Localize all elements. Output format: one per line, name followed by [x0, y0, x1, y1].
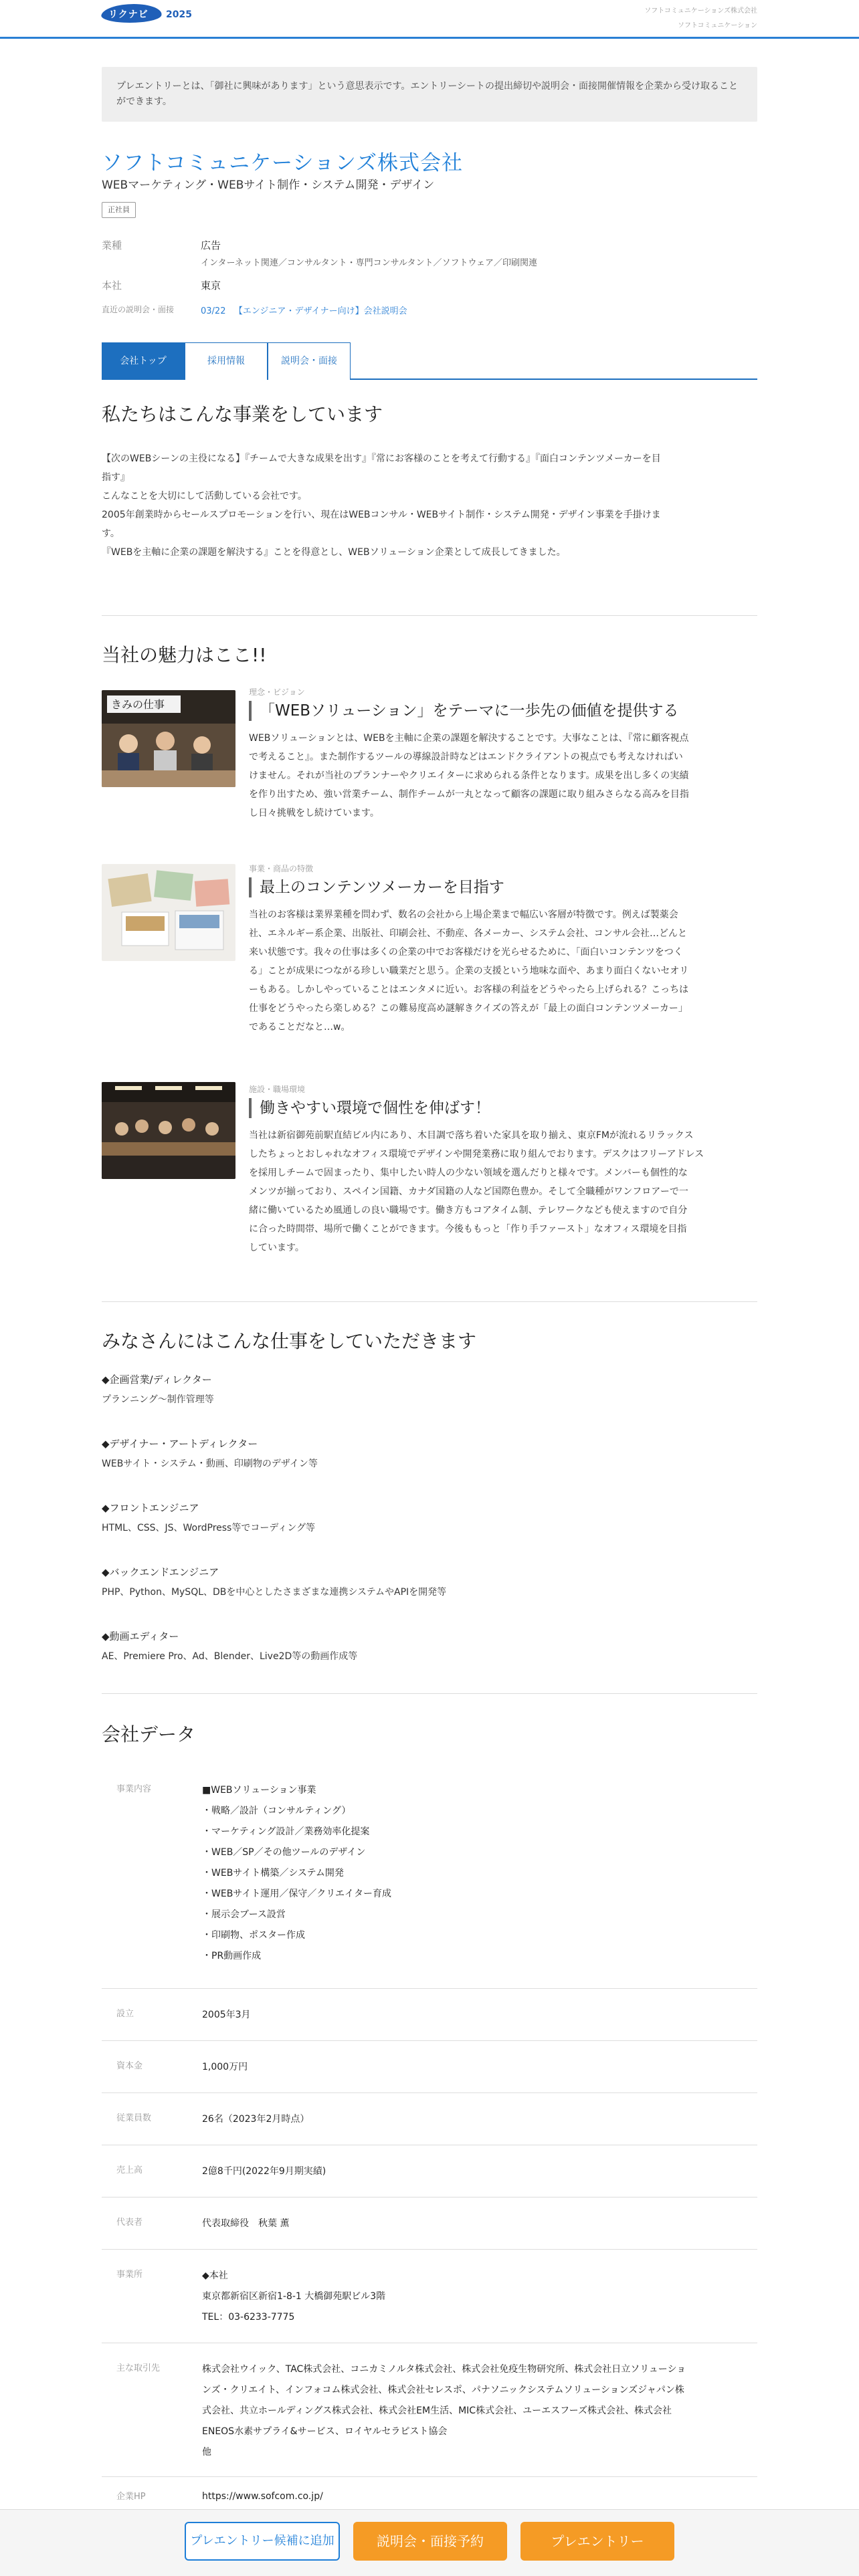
- industry-sub: インターネット関連／コンサルタント・専門コンサルタント／ソフトウェア／印刷関連: [201, 258, 537, 268]
- logo-year: 2025: [166, 9, 192, 20]
- jobs-title: みなさんにはこんな仕事をしていただきます: [102, 1330, 477, 1352]
- appeal-line: であることだなと…w。: [249, 1022, 351, 1033]
- appeal-line: 来い状態です。我々の仕事は多くの企業の中でお客様だけを光らせるために、「面白いコンテンツをつく: [249, 947, 683, 958]
- data-row-sales: [102, 2145, 757, 2197]
- event-title: 【エンジニア・デザイナー向け】会社説明会: [233, 306, 407, 316]
- data-line: ・WEBサイト構築／システム開発: [202, 1868, 344, 1879]
- company-website-link[interactable]: https://www.sofcom.co.jp/: [202, 2491, 323, 2502]
- section-divider: [102, 1301, 757, 1302]
- header-link-short[interactable]: ソフトコミュニケーション: [678, 22, 757, 29]
- products-photo-graphic: [102, 864, 235, 961]
- data-line: 2005年3月: [202, 2010, 251, 2020]
- job-desc: WEBサイト・システム・動画、印刷物のデザイン等: [102, 1459, 318, 1469]
- event-link[interactable]: [201, 304, 407, 316]
- data-line: ■WEBソリューション事業: [202, 1785, 316, 1796]
- appeal-heading: 「WEBソリューション」をテーマに一歩先の価値を提供する: [249, 701, 678, 721]
- data-value: [202, 1780, 744, 1967]
- employment-type-badge: 正社員: [102, 202, 136, 218]
- appeal-line: 当社は新宿御苑前駅直結ビル内にあり、木目調で落ち着いた家具を取り揃え、東京FMが流れるリラックス: [249, 1130, 694, 1141]
- section-divider: [102, 615, 757, 616]
- site-header: [0, 0, 859, 39]
- data-line: TEL：03-6233-7775: [202, 2312, 295, 2323]
- data-row-representative: [102, 2197, 757, 2250]
- data-line: ・WEBサイト運用／保守／クリエイター育成: [202, 1889, 392, 1899]
- appeal-line: し日々挑戦をし続けています。: [249, 808, 379, 819]
- appeal-title: 当社の魅力はここ!!: [102, 644, 267, 666]
- data-line: ・WEB／SP／その他ツールのデザイン: [202, 1847, 366, 1858]
- data-line: 2億8千円(2022年9月期実績): [202, 2166, 326, 2177]
- appeal-line: を作り出すため、強い営業チーム、制作チームが一丸となって顧客の課題に取り組みさらなる高みを目指: [249, 789, 689, 800]
- data-label: 主な取引先: [116, 2363, 161, 2373]
- team-photo-graphic: [102, 690, 235, 787]
- data-label: 従業員数: [116, 2113, 152, 2123]
- event-label: 直近の説明会・面接: [102, 305, 175, 314]
- business-text: [102, 449, 757, 562]
- data-row-office: [102, 2250, 757, 2343]
- job-desc: HTML、CSS、JS、WordPress等でコーディング等: [102, 1523, 315, 1533]
- data-row-business: [102, 1764, 757, 1989]
- data-line: ◆本社: [202, 2270, 228, 2281]
- section-divider: [102, 1693, 757, 1694]
- logo-text: リクナビ: [108, 9, 149, 20]
- appeal-heading: 働きやすい環境で個性を伸ばす！: [249, 1098, 490, 1118]
- job-desc: AE、Premiere Pro、Ad、Blender、Live2D等の動画作成等: [102, 1651, 358, 1662]
- data-value: [202, 2266, 744, 2328]
- data-line: 26名（2023年2月時点）: [202, 2114, 310, 2125]
- data-line: 式会社、共立ホールディングス株式会社、株式会社EM生活、MIC株式会社、ユーエスフーズ株式会社、株式会社: [202, 2405, 672, 2416]
- data-label: 企業HP: [116, 2492, 146, 2502]
- pre-entry-notice: プレエントリーとは、「御社に興味があります」という意思表示です。エントリーシートの提出締切や説明会・面接開催情報を企業から受け取ることができます。: [102, 67, 757, 122]
- appeal-line: メンツが揃っており、スペイン国籍、カナダ国籍の人など国際色豊か。そして全職種がワンフロアーで一: [249, 1186, 688, 1197]
- business-line: こんなことを大切にして活動している会社です。: [102, 491, 307, 502]
- data-row-capital: [102, 2041, 757, 2093]
- job-desc: プランニング〜制作管理等: [102, 1394, 214, 1405]
- data-value: [202, 2057, 744, 2078]
- business-line: 【次のWEBシーンの主役になる】『チームで大きな成果を出す』『常にお客様のことを考えて行動する』『面白コンテンツメーカーを目: [102, 453, 661, 464]
- tab-seminar[interactable]: 説明会・面接: [268, 342, 351, 380]
- appeal-category: 事業・商品の特徴: [249, 864, 314, 873]
- appeal-photo-products: [102, 864, 235, 961]
- appeal-category: 理念・ビジョン: [249, 687, 305, 697]
- data-line: 代表取締役 秋葉 薫: [202, 2218, 290, 2229]
- business-title: 私たちはこんな事業をしています: [102, 403, 383, 425]
- data-row-website: [102, 2477, 757, 2509]
- appeal-body: [249, 905, 757, 1037]
- hq-label: 本社: [102, 280, 122, 292]
- job-title: ◆企画営業/ディレクター: [102, 1374, 212, 1386]
- hq-value: 東京: [201, 280, 221, 292]
- appeal-photo-office: [102, 1082, 235, 1179]
- data-line: ・印刷物、ポスター作成: [202, 1930, 305, 1941]
- appeal-line: に合った時間帯、場所で働くことができます。今後ももっと「作り手ファースト」なオフィス環境を目指: [249, 1224, 687, 1235]
- job-desc: PHP、Python、MySQL、DBを中心としたさまざまな連携システムやAPIを開発等: [102, 1587, 447, 1598]
- data-value: [202, 2109, 744, 2130]
- job-title: ◆動画エディター: [102, 1630, 179, 1642]
- reserve-seminar-button[interactable]: 説明会・面接予約: [353, 2522, 507, 2561]
- business-line: 2005年創業時からセールスプロモーションを行い、現在はWEBコンサル・WEBサイト制作・システム開発・デザイン事業を手掛けま: [102, 510, 661, 520]
- data-label: 事業所: [116, 2270, 143, 2280]
- job-title: ◆デザイナー・アートディレクター: [102, 1438, 258, 1450]
- data-label: 売上高: [116, 2165, 143, 2175]
- appeal-line: けません。それが当社のプランナーやクリエイターに求められる条件となります。成果を出し多くの実績: [249, 770, 689, 781]
- tab-company-top[interactable]: 会社トップ: [102, 342, 185, 380]
- appeal-line: で考えること』。また制作するツールの導線設計時などはエンドクライアントの視点でも考えなければい: [249, 752, 683, 762]
- data-label: 資本金: [116, 2061, 143, 2071]
- data-line: 他: [202, 2447, 211, 2458]
- data-line: ・マーケティング設計／業務効率化提案: [202, 1826, 370, 1837]
- data-row-clients: [102, 2343, 757, 2477]
- appeal-body: [249, 729, 757, 823]
- appeal-photo-team: [102, 690, 235, 787]
- data-line: ENEOS水素サプライ&サービス、ロイヤルセラピスト協会: [202, 2426, 448, 2437]
- data-line: ンズ・クリエイト、インフォコム株式会社、株式会社セレスポ、パナソニックシステムソリューションズジャパン株: [202, 2385, 684, 2395]
- data-line: ・戦略／設計（コンサルティング）: [202, 1806, 351, 1816]
- pre-entry-button[interactable]: プレエントリー: [520, 2522, 674, 2561]
- appeal-line: ーもある。しかしやっていることはエンタメに近い。お客様の利益をどうやったら上げられる？こっちは: [249, 984, 689, 995]
- data-line: ・PR動画作成: [202, 1951, 262, 1961]
- company-data-title: 会社データ: [102, 1723, 196, 1745]
- company-description: WEBマーケティング・WEBサイト制作・システム開発・デザイン: [102, 179, 435, 192]
- data-row-employees: [102, 2093, 757, 2145]
- appeal-line: る」ことが成果につながる珍しい職業だと思う。企業の支援という地味な面や、あまり面白くないセオリ: [249, 966, 689, 976]
- appeal-line: 緒に働いているため風通しの良い職場です。働き方もコアタイム制、テレワークなども使えますので自分: [249, 1205, 688, 1216]
- tab-recruit-info[interactable]: 採用情報: [185, 342, 268, 380]
- appeal-line: 当社のお客様は業界業種を問わず、数名の会社から上場企業まで幅広い客層が特徴です。例えば製薬会: [249, 909, 678, 920]
- data-value: [202, 2005, 744, 2026]
- company-tabs: [102, 342, 757, 380]
- industry-label: 業種: [102, 239, 122, 251]
- appeal-category: 施設・職場環境: [249, 1085, 306, 1094]
- data-line: ・展示会ブース設営: [202, 1909, 286, 1920]
- appeal-body: [249, 1126, 757, 1257]
- site-logo[interactable]: [102, 1, 202, 27]
- company-name: ソフトコミュニケーションズ株式会社: [102, 151, 463, 175]
- event-date: 03/22: [201, 306, 226, 316]
- data-label: 事業内容: [116, 1784, 152, 1794]
- header-company-links: [644, 4, 757, 33]
- data-line: 1,000万円: [202, 2062, 248, 2072]
- data-value: [202, 2359, 744, 2463]
- data-label: 設立: [116, 2009, 134, 2019]
- business-line: 指す』: [102, 472, 130, 483]
- business-line: 『WEBを主軸に企業の課題を解決する』ことを得意とし、WEBソリューション企業として成長してきました。: [102, 547, 566, 558]
- data-line: 東京都新宿区新宿1-8-1 大橋御苑駅ビル3階: [202, 2291, 386, 2302]
- appeal-line: 社、エネルギー系企業、出版社、印刷会社、不動産、各メーカー、システム会社、コンサル会社…どんと: [249, 928, 688, 939]
- appeal-line: を採用しチームで固まったり、集中したい時人の少ない領域を選んだりと様々です。メンバーも個性的な: [249, 1168, 688, 1178]
- job-title: ◆バックエンドエンジニア: [102, 1566, 219, 1578]
- job-title: ◆フロントエンジニア: [102, 1502, 199, 1514]
- add-candidate-button[interactable]: プレエントリー候補に追加: [185, 2522, 340, 2561]
- business-line: す。: [102, 528, 120, 539]
- data-line: 株式会社ウイック、TAC株式会社、コニカミノルタ株式会社、株式会社免疫生物研究所、株式会社日立ソリューショ: [202, 2364, 686, 2375]
- data-row-founded: [102, 1989, 757, 2041]
- data-value: [202, 2161, 744, 2182]
- svg-text:きみの仕事: きみの仕事: [111, 698, 165, 711]
- appeal-line: したちょっとおしゃれなオフィス環境でデザインや開発業務に取り組んでおります。デスクはフリーアドレス: [249, 1149, 704, 1160]
- data-value: [202, 2214, 744, 2234]
- office-photo-graphic: [102, 1082, 235, 1179]
- appeal-line: しています。: [249, 1243, 304, 1253]
- data-value: [202, 2486, 744, 2507]
- header-link-company[interactable]: ソフトコミュニケーションズ株式会社: [644, 7, 757, 15]
- appeal-line: 仕事をどうやったら楽しめる？この難易度高め謎解きクイズの答えが「最上の面白コンテンツメーカー」: [249, 1003, 688, 1014]
- appeal-line: WEBソリューションとは、WEBを主軸に企業の課題を解決することです。大事なことは、『常に顧客視点: [249, 733, 689, 744]
- data-label: 代表者: [116, 2218, 143, 2228]
- bottom-action-bar: [0, 2509, 859, 2576]
- industry-main: 広告: [201, 239, 221, 251]
- appeal-heading: 最上のコンテンツメーカーを目指す: [249, 877, 504, 897]
